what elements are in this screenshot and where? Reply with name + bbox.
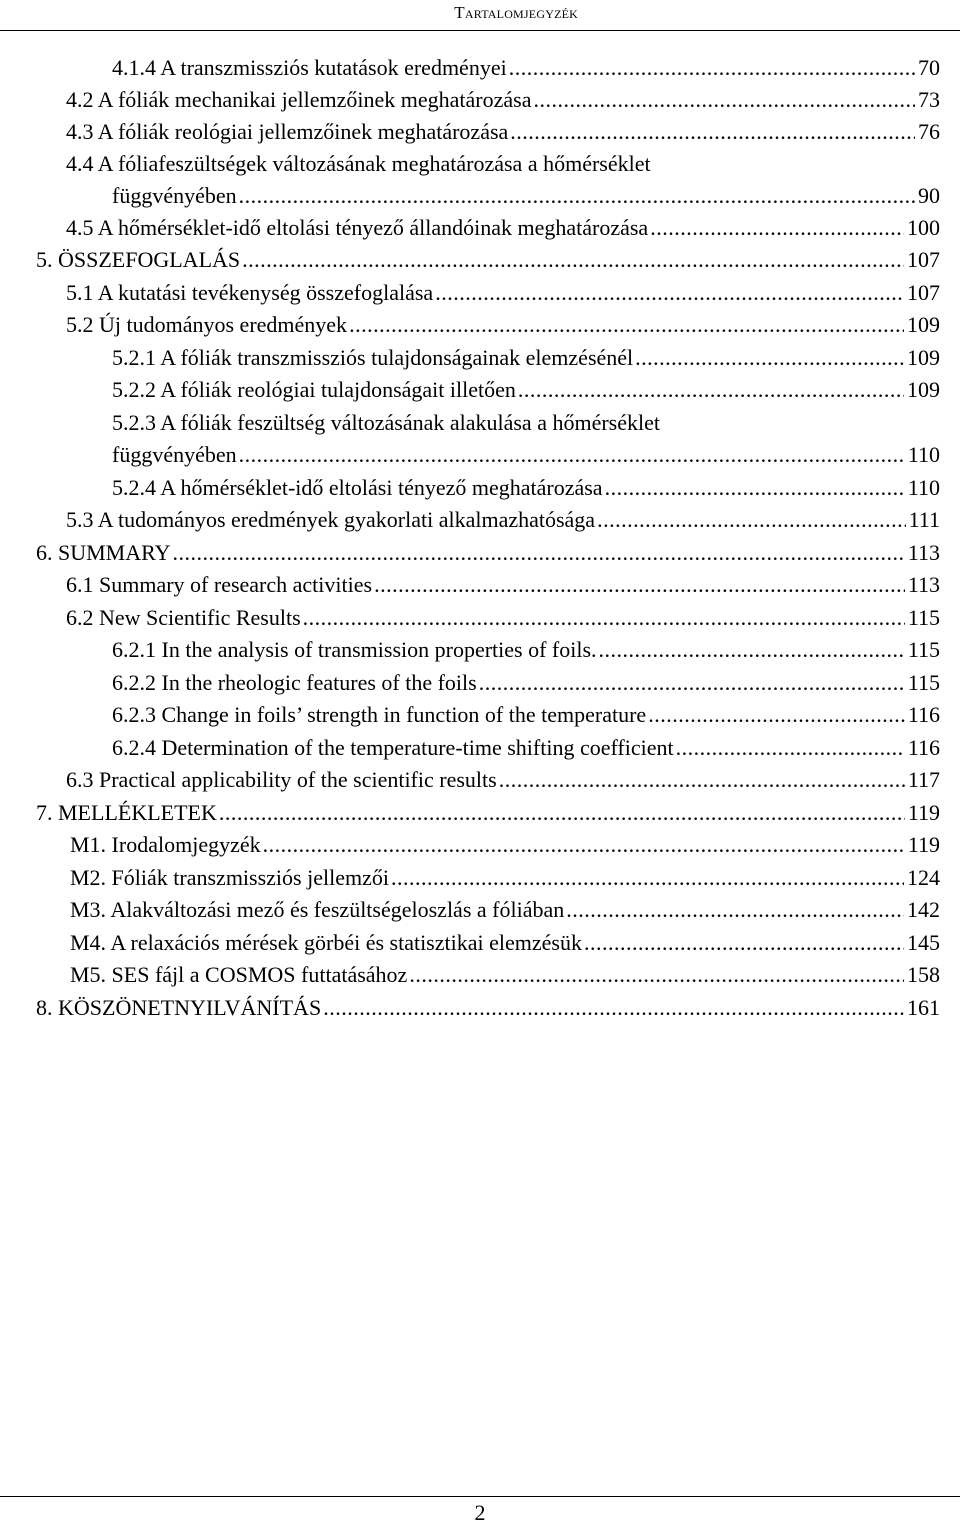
dot-leader — [409, 958, 904, 991]
toc-entry-title: függvényében — [112, 183, 237, 208]
toc-entry-page: 119 — [907, 800, 940, 825]
toc-entry[interactable] — [0, 243, 960, 276]
toc-entry-page: 109 — [907, 377, 940, 402]
toc-entry-title: 5.2.3 A fóliák feszültség változásának alakulása a hőmérséklet — [112, 410, 660, 435]
page-number: 2 — [474, 1500, 486, 1525]
toc-entry-page: 100 — [907, 215, 940, 240]
toc-entry[interactable] — [0, 471, 960, 504]
dot-leader — [676, 731, 905, 764]
dot-leader — [509, 51, 915, 84]
toc-entry-page: 73 — [918, 87, 940, 112]
toc-entry-title: 6.2 New Scientific Results — [66, 605, 301, 630]
toc-entry[interactable] — [0, 958, 960, 991]
dot-leader — [605, 471, 905, 504]
dot-leader — [597, 503, 906, 536]
toc-entry-title: 5.2 Új tudományos eredmények — [66, 312, 348, 337]
toc-entry-page: 115 — [907, 637, 940, 662]
toc-entry-title: 5.2.2 A fóliák reológiai tulajdonságait illetően — [112, 377, 516, 402]
toc-entry[interactable] — [0, 991, 960, 1024]
dot-leader — [510, 115, 915, 148]
toc-entry-page: 109 — [907, 312, 940, 337]
toc-entry-title: 6.3 Practical applicability of the scientific results — [66, 767, 497, 792]
dot-leader — [239, 179, 915, 212]
dot-leader — [239, 438, 905, 471]
toc-entry-title: 8. KÖSZÖNETNYILVÁNÍTÁS — [36, 995, 322, 1020]
dot-leader — [499, 763, 905, 796]
dot-leader — [263, 828, 905, 861]
toc-entry[interactable] — [0, 406, 960, 439]
toc-entry-title: 6.1 Summary of research activities — [66, 572, 373, 597]
dot-leader — [219, 796, 905, 829]
toc-entry-title: 6.2.3 Change in foils’ strength in function of the temperature — [112, 702, 647, 727]
toc-entry-page: 111 — [908, 507, 940, 532]
toc-entry[interactable] — [0, 51, 960, 84]
toc-entry[interactable] — [0, 503, 960, 536]
dot-leader — [518, 373, 904, 406]
dot-leader — [635, 341, 904, 374]
toc-entry[interactable] — [0, 633, 960, 666]
dot-leader — [391, 861, 904, 894]
toc-entry-title: 4.3 A fóliák reológiai jellemzőinek meghatározása — [66, 119, 509, 144]
dot-leader — [435, 276, 904, 309]
toc-entry[interactable] — [0, 698, 960, 731]
toc-entry-title: 5.3 A tudományos eredmények gyakorlati alkalmazhatósága — [66, 507, 596, 532]
toc-entry[interactable] — [0, 147, 960, 180]
toc-entry[interactable] — [0, 179, 960, 212]
toc-entry-title: M3. Alakváltozási mező és feszültségeloszlás a fóliában — [70, 897, 565, 922]
toc-entry-title: 4.1.4 A transzmissziós kutatások eredményei — [112, 55, 507, 80]
toc-entry-title: 5.2.1 A fóliák transzmissziós tulajdonságainak elemzésénél — [112, 345, 634, 370]
dot-leader — [648, 698, 905, 731]
toc-entry-title: 4.4 A fóliafeszültségek változásának meghatározása a hőmérséklet — [66, 151, 651, 176]
toc-entry-page: 107 — [907, 280, 940, 305]
toc-entry-page: 107 — [907, 247, 940, 272]
toc-entry-title: 4.5 A hőmérséklet-idő eltolási tényező állandóinak meghatározása — [66, 215, 649, 240]
toc-entry-page: 117 — [907, 767, 940, 792]
toc-entry[interactable] — [0, 666, 960, 699]
toc-entry-page: 158 — [907, 962, 940, 987]
toc-entry-title: M2. Fóliák transzmissziós jellemzői — [70, 865, 389, 890]
toc-entry-title: 6.2.1 In the analysis of transmission properties of foils. — [112, 637, 597, 662]
toc-entry-page: 119 — [907, 832, 940, 857]
toc-entry[interactable] — [0, 308, 960, 341]
dot-leader — [479, 666, 905, 699]
toc-entry[interactable] — [0, 438, 960, 471]
toc-entry[interactable] — [0, 731, 960, 764]
toc-entry-page: 113 — [907, 540, 940, 565]
toc-entry[interactable] — [0, 796, 960, 829]
toc-entry[interactable] — [0, 536, 960, 569]
toc-entry-page: 110 — [907, 475, 940, 500]
toc-entry-title: 4.2 A fóliák mechanikai jellemzőinek meghatározása — [66, 87, 532, 112]
toc-entry-title: 6.2.4 Determination of the temperature-time shifting coefficient — [112, 735, 674, 760]
toc-entry-title: 6. SUMMARY — [36, 540, 171, 565]
toc-entry-title: 5.2.4 A hőmérséklet-idő eltolási tényező meghatározása — [112, 475, 603, 500]
dot-leader — [172, 536, 904, 569]
dot-leader — [650, 211, 904, 244]
page-header — [0, 0, 960, 31]
toc-entry[interactable] — [0, 861, 960, 894]
toc-entry-page: 116 — [907, 735, 940, 760]
dot-leader — [566, 893, 904, 926]
toc-entry[interactable] — [0, 893, 960, 926]
dot-leader — [323, 991, 904, 1024]
toc-entry-title: 5.1 A kutatási tevékenység összefoglalása — [66, 280, 434, 305]
dot-leader — [599, 633, 905, 666]
toc-entry-title: 5. ÖSSZEFOGLALÁS — [36, 247, 241, 272]
dot-leader — [303, 601, 905, 634]
dot-leader — [374, 568, 905, 601]
toc-entry-page: 116 — [907, 702, 940, 727]
toc-entry[interactable] — [0, 276, 960, 309]
dot-leader — [242, 243, 904, 276]
toc-entry[interactable] — [0, 926, 960, 959]
toc-entry[interactable] — [0, 211, 960, 244]
dot-leader — [584, 926, 904, 959]
toc-entry[interactable] — [0, 115, 960, 148]
header-title: Tartalomjegyzék — [454, 3, 578, 22]
toc-entry[interactable] — [0, 763, 960, 796]
toc-entry-page: 110 — [907, 442, 940, 467]
toc-entry-page: 124 — [907, 865, 940, 890]
toc-entry-title: M1. Irodalomjegyzék — [70, 832, 261, 857]
toc-entry[interactable] — [0, 341, 960, 374]
toc-entry[interactable] — [0, 828, 960, 861]
toc-entry[interactable] — [0, 83, 960, 116]
toc-entry-title: M5. SES fájl a COSMOS futtatásához — [70, 962, 408, 987]
toc-entry[interactable] — [0, 601, 960, 634]
toc-entry-page: 115 — [907, 605, 940, 630]
dot-leader — [534, 83, 916, 116]
toc-entry-page: 76 — [918, 119, 940, 144]
toc-entry-page: 142 — [907, 897, 940, 922]
toc-entry-title: M4. A relaxációs mérések görbéi és statisztikai elemzésük — [70, 930, 582, 955]
toc-entry[interactable] — [0, 373, 960, 406]
toc-entry-page: 145 — [907, 930, 940, 955]
toc-entry-page: 161 — [907, 995, 940, 1020]
toc-entry-title: 7. MELLÉKLETEK — [36, 800, 217, 825]
dot-leader — [349, 308, 904, 341]
toc-entry-page: 70 — [918, 55, 940, 80]
toc-entry-page: 109 — [907, 345, 940, 370]
toc-entry[interactable] — [0, 568, 960, 601]
toc-entry-title: függvényében — [112, 442, 237, 467]
toc-entry-page: 90 — [918, 183, 940, 208]
toc-entry-page: 113 — [907, 572, 940, 597]
toc-entry-title: 6.2.2 In the rheologic features of the foils — [112, 670, 477, 695]
toc-entry-page: 115 — [907, 670, 940, 695]
